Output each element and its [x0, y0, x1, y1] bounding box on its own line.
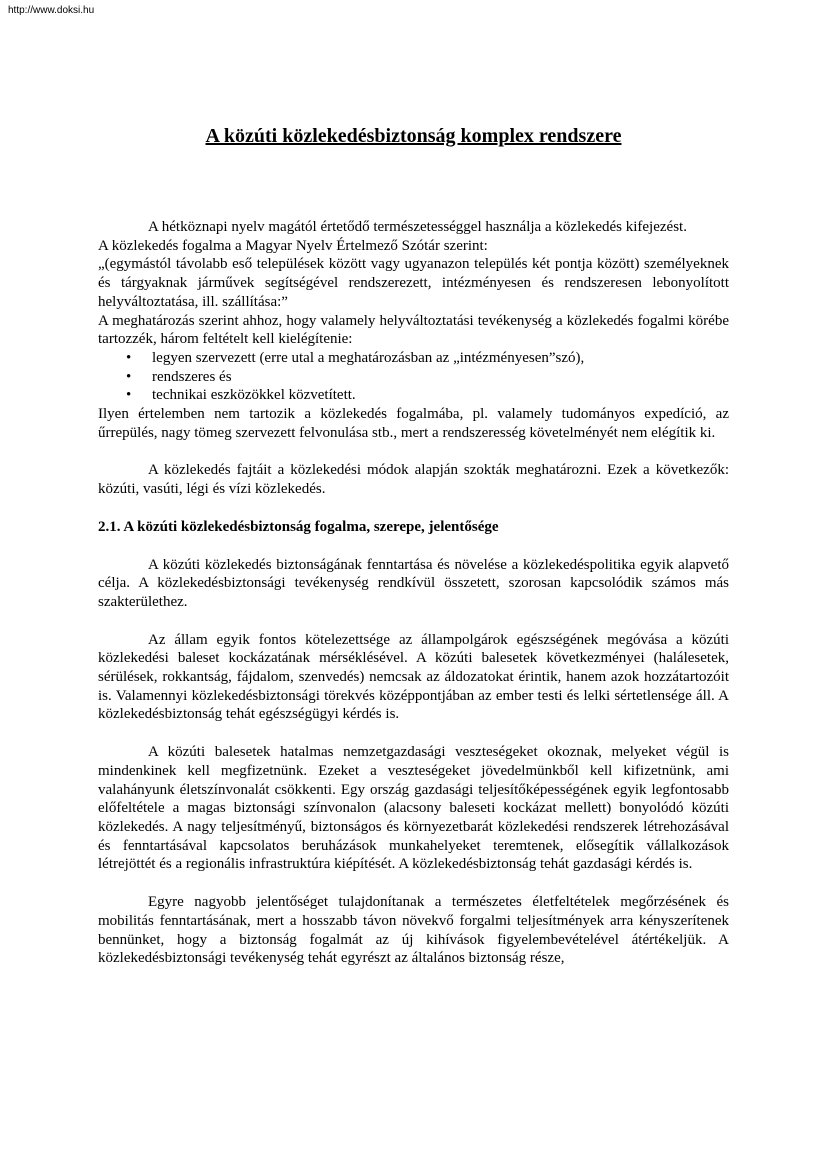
list-item	[98, 349, 729, 368]
bullet-icon: •	[126, 387, 132, 404]
list-item-text: legyen szervezett (erre utal a meghatározásban az „intézményesen”szó),	[152, 349, 585, 366]
intro-paragraph-4: A meghatározás szerint ahhoz, hogy valamely helyváltoztatási tevékenység a közlekedés fogalmi körébe tartozzék, három feltételt kell kielégítenie:	[98, 312, 729, 348]
list-item-text: technikai eszközökkel közvetített.	[152, 387, 356, 404]
intro-paragraph-5: Ilyen értelemben nem tartozik a közlekedés fogalmába, pl. valamely tudományos expedíció, az űrrepülés, nagy tömeg szervezett felvonulása stb., mert a rendszeresség követelményét nem elégítik ki.	[98, 406, 729, 441]
source-url: http://www.doksi.hu	[8, 5, 95, 16]
condition-list	[98, 349, 729, 405]
list-item-text: rendszeres és	[152, 368, 232, 385]
intro-paragraph-6: A közlekedés fajtáit a közlekedési módok alapján szokták meghatározni. Ezek a következők: közúti, vasúti, légi és vízi közlekedés.	[98, 462, 729, 498]
section-paragraph-2: Az állam egyik fontos kötelezettsége az állampolgárok egészségének megóvása a közúti közlekedési baleset kockázatának mérséklésével. A közúti balesetek következményei (halálesetek, sérülések, rokkantság, fájdalom, szenvedés) nemcsak az áldozatokat érintik, hanem azok hozzátartozóit is. Valamennyi közlekedésbiztonsági törekvés középpontjában az ember testi és lelki sértetlensége áll. A közlekedésbiztonság tehát egészségügyi kérdés is.	[98, 631, 729, 723]
intro-paragraph-3: „(egymástól távolabb eső települések között vagy ugyanazon település két pontja között) személyeknek és tárgyaknak járművek segítségével rendszerezett, intézményesen és rendszeresen lebonyolított helyváltoztatása, ill. szállítása:”	[98, 256, 729, 310]
section-paragraph-4: Egyre nagyobb jelentőséget tulajdonítanak a természetes életfeltételek megőrzésének és mobilitás fenntartásának, mert a hosszabb távon növekvő forgalmi teljesítmények arra kényszerítenek bennünket, hogy a biztonság fogalmát az új kihívások figyelembevételével átértékeljük. A közlekedésbiztonsági tevékenység tehát egyrészt az általános biztonság része,	[98, 894, 729, 967]
list-item	[98, 368, 729, 387]
list-item	[98, 386, 729, 405]
bullet-icon: •	[126, 368, 132, 385]
section-heading: 2.1. A közúti közlekedésbiztonság fogalma, szerepe, jelentősége	[98, 518, 499, 535]
section-paragraph-1: A közúti közlekedés biztonságának fenntartása és növelése a közlekedéspolitika egyik alapvető célja. A közlekedésbiztonsági tevékenység rendkívül összetett, szorosan kapcsolódik számos más szakterülethez.	[98, 556, 729, 610]
document-title: A közúti közlekedésbiztonság komplex rendszere	[205, 125, 622, 147]
section-paragraph-3: A közúti balesetek hatalmas nemzetgazdasági veszteségeket okoznak, melyeket végül is mindenkinek kell megfizetnünk. Ezeket a veszteségeket jövedelmünkből kell kifizetnünk, ami valahányunk életszínvonalát csökkenti. Egy ország gazdasági teljesítőképességének egyik legfontosabb előfeltétele a magas biztonsági színvonalon (alacsony baleseti kockázat mellett) bonyolódó közúti közlekedés. A nagy teljesítményű, biztonságos és környezetbarát közlekedési rendszerek létrehozásával és fenntartásával kapcsolatos beruházások munkahelyeket teremtenek, elősegítik vállalkozások létrejöttét és a regionális infrastruktúra kiépítését. A közlekedésbiztonság tehát gazdasági kérdés is.	[98, 744, 729, 873]
intro-paragraph-1: A hétköznapi nyelv magától értetődő természetességgel használja a közlekedés kifejezést.	[148, 219, 687, 235]
intro-paragraph-2: A közlekedés fogalma a Magyar Nyelv Értelmező Szótár szerint:	[98, 237, 488, 254]
bullet-icon: •	[126, 349, 132, 366]
document-body	[98, 218, 729, 968]
